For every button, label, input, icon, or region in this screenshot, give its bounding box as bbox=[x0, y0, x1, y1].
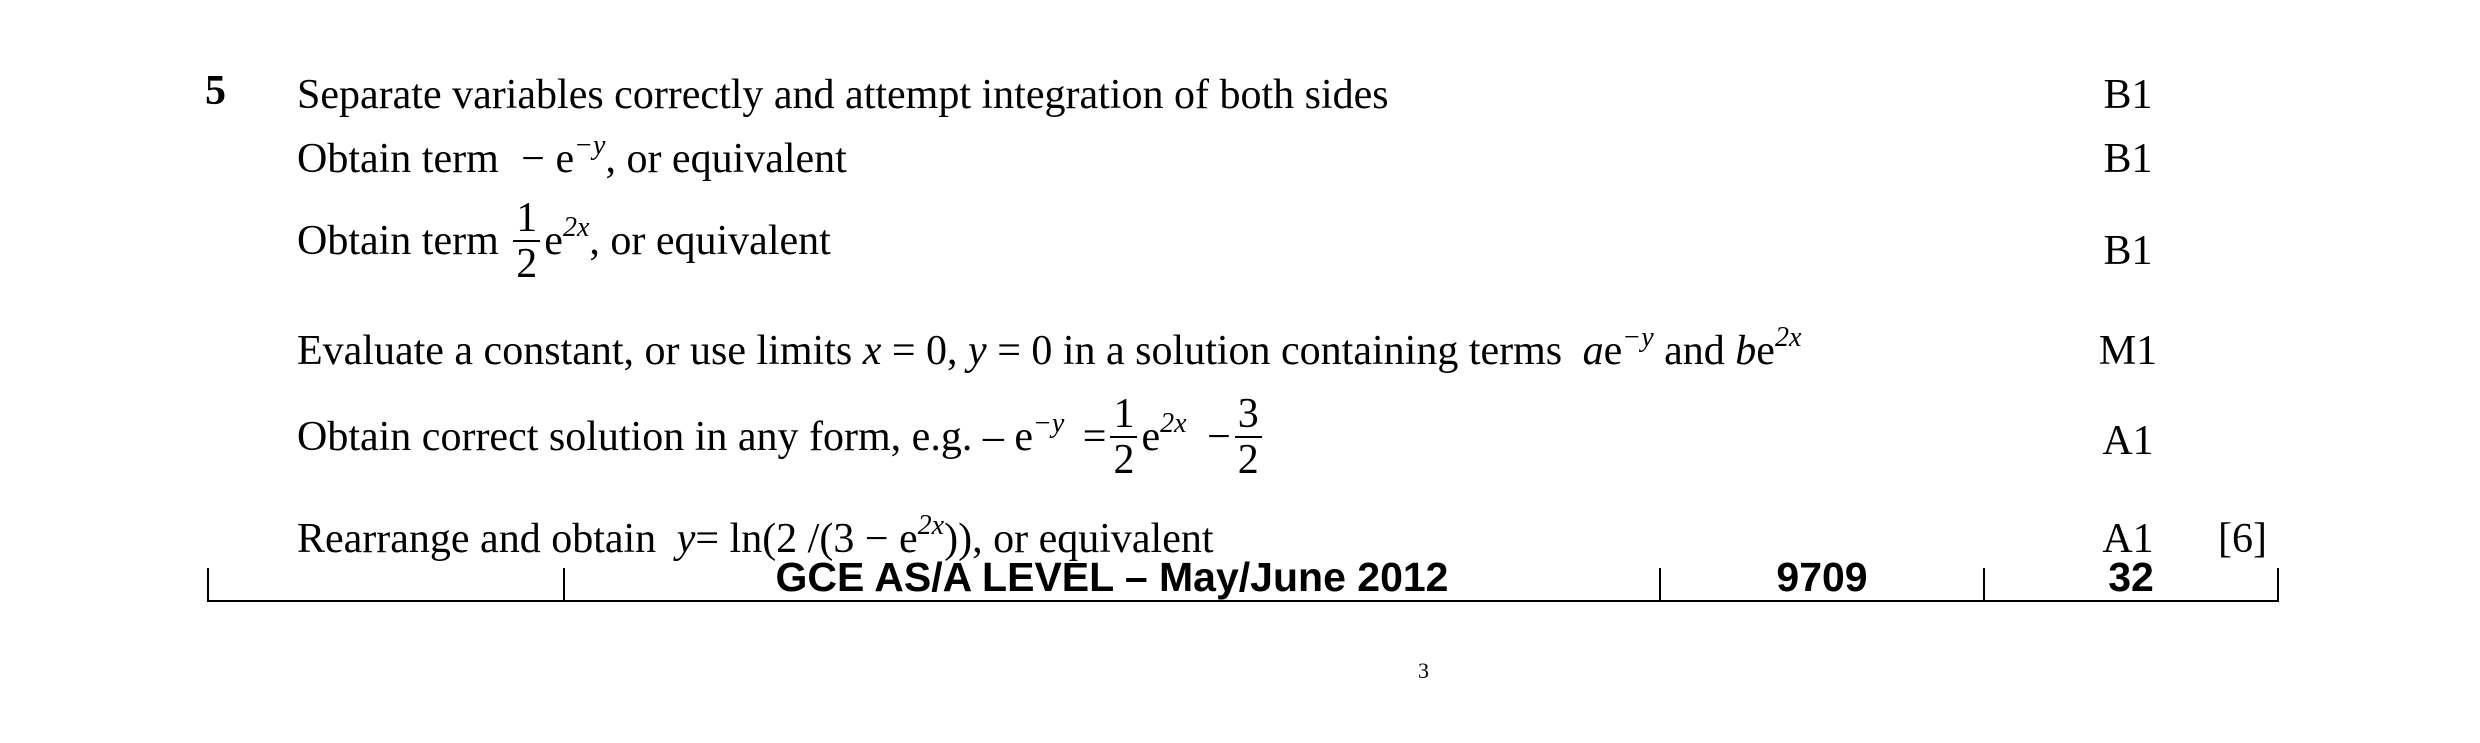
step-text: Evaluate a constant, or use limits bbox=[297, 328, 853, 374]
var-x: x bbox=[862, 328, 882, 374]
math-exponent: 2x bbox=[1774, 321, 1802, 353]
step-text: = 0 in a solution containing terms bbox=[997, 328, 1563, 374]
step-text: Rearrange and obtain bbox=[297, 516, 657, 562]
step-row-3 bbox=[297, 196, 831, 286]
step-row-1 bbox=[297, 74, 1389, 116]
math-exponent: 2x bbox=[562, 211, 590, 243]
footer-syllabus-code: 9709 bbox=[1776, 554, 1868, 600]
math-term: e bbox=[1603, 328, 1623, 374]
fraction-denominator: 2 bbox=[516, 241, 538, 288]
fraction-numerator: 3 bbox=[1235, 392, 1262, 438]
step-row-2 bbox=[297, 129, 847, 182]
math-exponent: −y bbox=[574, 129, 606, 161]
fraction-denominator: 2 bbox=[1237, 437, 1259, 484]
math-term: e bbox=[1756, 328, 1775, 374]
math-term: e bbox=[544, 218, 563, 265]
mark-row-2: B1 bbox=[2103, 136, 2153, 182]
footer-paper-number: 32 bbox=[2108, 554, 2154, 600]
math-exponent: −y bbox=[1032, 407, 1065, 439]
total-marks: [6] bbox=[2218, 516, 2267, 562]
var-a: a bbox=[1582, 328, 1604, 374]
step-text: = 0, bbox=[891, 328, 958, 374]
mark-row-1: B1 bbox=[2103, 72, 2153, 118]
step-text-suffix: , or equivalent bbox=[589, 218, 831, 265]
step-text: Obtain term bbox=[297, 136, 499, 182]
step-text: Obtain correct solution in any form, e.g. – e bbox=[297, 414, 1033, 461]
fraction-denominator: 2 bbox=[1113, 437, 1135, 484]
mark-row-5: A1 bbox=[2102, 418, 2154, 464]
mark-row-4: M1 bbox=[2098, 328, 2158, 374]
equals-sign: = bbox=[1082, 414, 1107, 461]
step-text-suffix: , or equivalent bbox=[972, 516, 1214, 562]
fraction-numerator: 1 bbox=[1110, 392, 1137, 438]
math-term: − e bbox=[521, 136, 575, 182]
math-exponent: 2x bbox=[1160, 407, 1187, 439]
step-text-suffix: , or equivalent bbox=[605, 136, 847, 182]
math-expression: = ln(2 /(3 − e bbox=[695, 516, 918, 562]
step-row-5 bbox=[297, 392, 1266, 482]
var-y: y bbox=[968, 328, 987, 374]
step-text: and bbox=[1664, 328, 1725, 374]
step-text: Separate variables correctly and attempt integration of both sides bbox=[297, 72, 1389, 118]
footer-exam-title: GCE AS/A LEVEL – May/June 2012 bbox=[775, 554, 1449, 600]
fraction-numerator: 1 bbox=[513, 196, 540, 242]
footer-rule bbox=[207, 600, 2279, 602]
fraction-one-half bbox=[513, 196, 540, 286]
question-number: 5 bbox=[205, 68, 226, 114]
var-y: y bbox=[676, 516, 696, 562]
minus-sign: − bbox=[1207, 414, 1231, 461]
footer-bar bbox=[207, 554, 2279, 602]
math-expression: )) bbox=[944, 516, 973, 562]
page-number-fragment: 3 bbox=[1418, 658, 1429, 683]
math-exponent: 2x bbox=[917, 509, 945, 541]
mark-row-3: B1 bbox=[2103, 228, 2153, 274]
fraction-one-half bbox=[1110, 392, 1137, 482]
fraction-three-halves bbox=[1235, 392, 1262, 482]
step-row-4 bbox=[297, 321, 1802, 374]
math-exponent: −y bbox=[1622, 321, 1654, 353]
step-text: Obtain term bbox=[297, 218, 499, 265]
footer-divider bbox=[207, 568, 209, 602]
mark-row-6: A1 bbox=[2102, 516, 2154, 562]
footer-divider bbox=[2277, 568, 2279, 602]
math-term: e bbox=[1141, 414, 1161, 461]
var-b: b bbox=[1735, 328, 1757, 374]
